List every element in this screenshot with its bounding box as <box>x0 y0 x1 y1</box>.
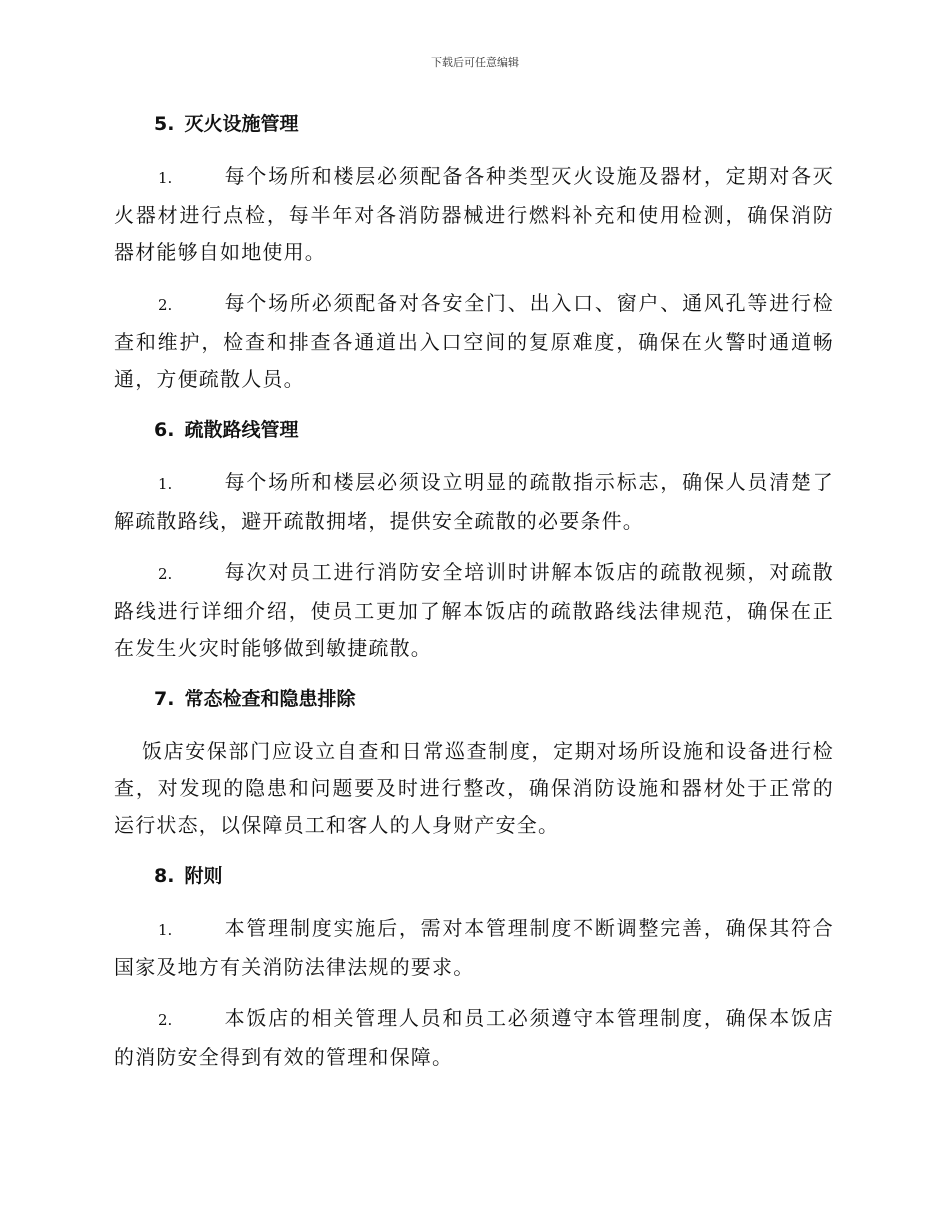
section-heading <box>114 858 834 895</box>
item-index: 1. <box>158 921 173 939</box>
item-text: 每个场所和楼层必须设立明显的疏散指示标志，确保人员清楚了解疏散路线，避开疏散拥堵，提供安全疏散的必要条件。 <box>114 470 834 533</box>
section-number: 8. <box>154 865 175 887</box>
item-text: 每个场所必须配备对各安全门、出入口、窗户、通风孔等进行检查和维护，检查和排查各通道出入口空间的复原难度，确保在火警时通道畅通，方便疏散人员。 <box>114 291 834 391</box>
list-item <box>114 285 834 398</box>
item-index: 2. <box>158 296 173 314</box>
section-number: 7. <box>154 688 175 710</box>
list-item <box>114 464 834 540</box>
section-heading <box>114 106 834 143</box>
document-body <box>114 106 834 1076</box>
list-item <box>114 910 834 986</box>
section-title: 疏散路线管理 <box>184 419 299 441</box>
section-number: 6. <box>154 419 175 441</box>
section-title: 常态检查和隐患排除 <box>184 688 356 710</box>
section-number: 5. <box>154 113 175 135</box>
item-text: 本饭店的相关管理人员和员工必须遵守本管理制度，确保本饭店的消防安全得到有效的管理和保障。 <box>114 1006 834 1069</box>
page-header: 下载后可任意编辑 <box>431 56 519 69</box>
section-title: 灭火设施管理 <box>184 113 299 135</box>
item-text: 每次对员工进行消防安全培训时讲解本饭店的疏散视频，对疏散路线进行详细介绍，使员工更加了解本饭店的疏散路线法律规范，确保在正在发生火灾时能够做到敏捷疏散。 <box>114 560 834 660</box>
item-text: 每个场所和楼层必须配备各种类型灭火设施及器材，定期对各灭火器材进行点检，每半年对各消防器械进行燃料补充和使用检测，确保消防器材能够自如地使用。 <box>114 164 834 264</box>
list-item <box>114 1000 834 1076</box>
list-item <box>114 554 834 667</box>
section-heading <box>114 412 834 449</box>
item-text: 本管理制度实施后，需对本管理制度不断调整完善，确保其符合国家及地方有关消防法律法规的要求。 <box>114 916 834 979</box>
section-title: 附则 <box>184 865 223 887</box>
section-heading <box>114 681 834 718</box>
list-item <box>114 158 834 271</box>
item-index: 1. <box>158 475 173 493</box>
item-index: 2. <box>158 565 173 583</box>
body-paragraph: 饭店安保部门应设立自查和日常巡查制度，定期对场所设施和设备进行检查，对发现的隐患和问题要及时进行整改，确保消防设施和器材处于正常的运行状态，以保障员工和客人的人身财产安全。 <box>114 739 834 837</box>
item-index: 1. <box>158 169 173 187</box>
item-index: 2. <box>158 1011 173 1029</box>
